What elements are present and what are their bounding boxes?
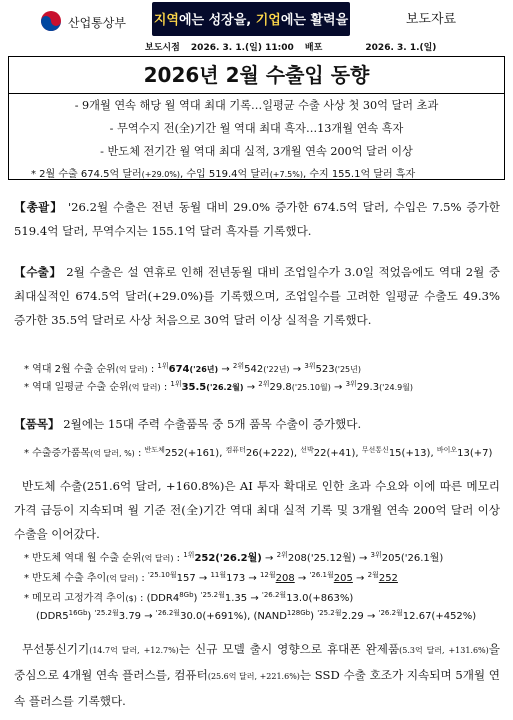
- wireless-paragraph: 무선통신기기(14.7억 달러, +12.7%)는 신규 모델 출시 영향으로 휴대폰 완제품(5.3억 달러, +131.6%)을 중심으로 4개월 연속 플러스를, 컴퓨터(25.6억 달러, +221.6%)는 SSD 수출 호조가 지속되며 5개월 연속 플러스를 기록했다.: [14, 642, 501, 708]
- release-info: [145, 40, 444, 53]
- slogan-text: 지역에는 성장을, 기업에는 활력을: [153, 13, 349, 28]
- exports-tag: 【수출】: [14, 265, 62, 279]
- distribution-label: 배포: [304, 43, 323, 53]
- monthly-export-rank: * 역대 2월 수출 순위(억 달러) : $^{1위}$674('26년) → $^{2위}$542('22년) → $^{3위}$523('25년): [24, 362, 361, 375]
- subtitle-3: - 반도체 전기간 월 역대 최대 실적, 3개월 연속 200억 달러 이상: [100, 145, 413, 158]
- embargo-value: 2026. 3. 1.(일) 11:00: [190, 43, 294, 53]
- memory-price-trend-2: $(DDR5^{16Gb}) ^{'25.2월}3.79 \to ^{'26.2월}30.0(+691\%)$, $(NAND^{128Gb}) ^{'25.2월}2.29 \to ^{'26.2월}12.67(+452\%)$: [36, 609, 477, 622]
- semiconductor-trend: * 반도체 수출 추이(억 달러) : $^{'25.10월}$157 → $^{11월}$173 → $^{12월}$208 → $^{'26.1월}$205 → $^{2월}$252: [24, 571, 398, 584]
- org-name: 산업통상부: [68, 16, 126, 30]
- items-text: 2월에는 15대 주력 수출품목 중 5개 품목 수출이 증가했다.: [59, 417, 362, 431]
- overall-paragraph: [14, 195, 500, 243]
- distribution-value: 2026. 3. 1.(일): [365, 43, 437, 53]
- exports-paragraph: [14, 260, 500, 332]
- semiconductor-paragraph: 반도체 수출(251.6억 달러, +160.8%)은 AI 투자 확대로 인한 초과 수요와 이에 따른 메모리 가격 급등이 지속되며 월 기준 전(全)기간 역대 최대 실적 기록 및 3개월 연속 200억 달러 이상 수출을 이어갔다.: [14, 479, 500, 541]
- page-title: 2026년 2월 수출입 동향: [9, 57, 504, 94]
- items-paragraph: [14, 412, 500, 436]
- embargo-label: 보도시점: [145, 43, 180, 53]
- daily-export-rank: * 역대 일평균 수출 순위(억 달러) : $^{1위}$35.5('26.2월) → $^{2위}$29.8('25.10월) → $^{3위}$29.3('24.9월): [24, 380, 414, 393]
- overall-tag: 【총괄】: [14, 200, 64, 214]
- slogan-banner: [152, 2, 350, 36]
- overall-text: '26.2월 수출은 전년 동월 대비 29.0% 증가한 674.5억 달러, 수입은 7.5% 증가한 519.4억 달러, 무역수지는 155.1억 달러 흑자를 기록했다.: [14, 200, 501, 238]
- ministry-logo: [8, 4, 148, 36]
- summary-line: * 2월 수출 674.5억 달러(+29.0%), 수입 519.4억 달러(+7.5%), 수지 155.1억 달러 흑자: [31, 169, 416, 180]
- items-tag: 【품목】: [14, 417, 60, 431]
- taegeuk-emblem-icon: [40, 10, 62, 32]
- memory-price-trend: * 메모리 고정가격 추이($) : $(DDR4^{8Gb}) ^{'25.2월}1.35 \to ^{'26.2월}13.0(+863\%)$: [24, 591, 354, 604]
- exports-text: 2월 수출은 설 연휴로 인해 전년동월 대비 조업일수가 3.0일 적었음에도 역대 2월 중 최대실적인 674.5억 달러(+29.0%)를 기록했으며, 조업일수를 고려한 일평균 수출도 49.3% 증가한 35.5억 달러로 사상 처음으로 30억 달러 이상 실적을 기록했다.: [14, 265, 500, 327]
- title-box: [8, 56, 505, 180]
- subtitle-1: - 9개월 연속 해당 월 역대 최대 기록…일평균 수출 사상 첫 30억 달러 초과: [74, 99, 439, 112]
- subtitle-2: - 무역수지 전(全)기간 월 역대 최대 흑자…13개월 연속 흑자: [109, 122, 404, 135]
- semiconductor-rank: * 반도체 역대 월 수출 순위(억 달러) : $^{1위}$252('26.2월) → $^{2위}$208('25.12월) → $^{3위}$205('26.1월): [24, 551, 444, 564]
- growing-items-list: * 수출증가품목(억 달러, %) : $^{반도체}$252(+161), $^{컴퓨터}$26(+222), $^{선박}$22(+41), $^{무선통신}$15(+13), $^{바이오}$13(+7): [24, 446, 493, 459]
- press-release-label: 보도자료: [405, 12, 457, 27]
